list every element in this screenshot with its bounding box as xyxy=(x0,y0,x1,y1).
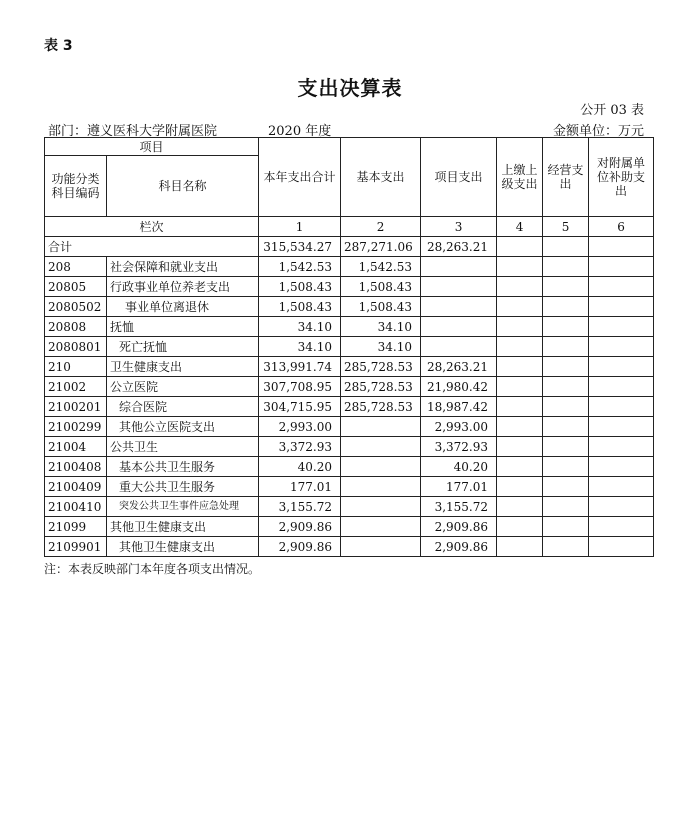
row-business xyxy=(543,357,589,377)
row-name: 其他公立医院支出 xyxy=(107,417,259,437)
department-label: 部门：遵义医科大学附属医院 xyxy=(48,124,218,139)
row-project: 3,155.72 xyxy=(421,497,497,517)
row-total: 304,715.95 xyxy=(259,397,341,417)
header-basic: 基本支出 xyxy=(341,138,421,217)
row-upper xyxy=(497,297,543,317)
row-subsidy xyxy=(589,537,654,557)
row-upper xyxy=(497,417,543,437)
row-upper xyxy=(497,257,543,277)
row-code: 2080502 xyxy=(45,297,107,317)
table-row xyxy=(45,337,654,357)
row-code: 20805 xyxy=(45,277,107,297)
row-upper xyxy=(497,377,543,397)
table-row xyxy=(45,517,654,537)
row-total: 3,372.93 xyxy=(259,437,341,457)
document-code: 公开 03 表 xyxy=(580,103,644,118)
row-total: 307,708.95 xyxy=(259,377,341,397)
row-total: 177.01 xyxy=(259,477,341,497)
column-index: 1 xyxy=(259,217,341,237)
row-basic xyxy=(341,537,421,557)
row-name: 公立医院 xyxy=(107,377,259,397)
row-project: 2,909.86 xyxy=(421,517,497,537)
row-business xyxy=(543,437,589,457)
row-code: 2109901 xyxy=(45,537,107,557)
expenditure-table xyxy=(44,137,654,557)
row-subsidy xyxy=(589,257,654,277)
row-code: 21004 xyxy=(45,437,107,457)
row-total: 1,542.53 xyxy=(259,257,341,277)
row-project xyxy=(421,257,497,277)
table-row xyxy=(45,437,654,457)
header-upper: 上缴上级支出 xyxy=(497,138,543,217)
row-code: 21099 xyxy=(45,517,107,537)
total-basic: 287,271.06 xyxy=(341,237,421,257)
row-business xyxy=(543,297,589,317)
row-name: 公共卫生 xyxy=(107,437,259,457)
row-subsidy xyxy=(589,417,654,437)
row-business xyxy=(543,517,589,537)
row-subsidy xyxy=(589,297,654,317)
column-index-label: 栏次 xyxy=(45,217,259,237)
row-project xyxy=(421,277,497,297)
row-total: 1,508.43 xyxy=(259,277,341,297)
row-name: 行政事业单位养老支出 xyxy=(107,277,259,297)
footnote: 注：本表反映部门本年度各项支出情况。 xyxy=(44,562,261,576)
row-name: 社会保障和就业支出 xyxy=(107,257,259,277)
row-upper xyxy=(497,537,543,557)
row-business xyxy=(543,317,589,337)
row-upper xyxy=(497,337,543,357)
row-subsidy xyxy=(589,357,654,377)
row-basic: 285,728.53 xyxy=(341,377,421,397)
row-basic: 1,542.53 xyxy=(341,257,421,277)
row-basic xyxy=(341,437,421,457)
row-total: 2,909.86 xyxy=(259,517,341,537)
column-index: 3 xyxy=(421,217,497,237)
row-total: 34.10 xyxy=(259,317,341,337)
table-row xyxy=(45,397,654,417)
row-total: 2,993.00 xyxy=(259,417,341,437)
row-project xyxy=(421,297,497,317)
row-project: 3,372.93 xyxy=(421,437,497,457)
row-total: 2,909.86 xyxy=(259,537,341,557)
row-project: 28,263.21 xyxy=(421,357,497,377)
row-upper xyxy=(497,477,543,497)
row-name: 其他卫生健康支出 xyxy=(107,537,259,557)
row-total: 3,155.72 xyxy=(259,497,341,517)
column-index: 6 xyxy=(589,217,654,237)
row-business xyxy=(543,337,589,357)
header-code: 功能分类科目编码 xyxy=(45,156,107,217)
row-business xyxy=(543,497,589,517)
row-name: 突发公共卫生事件应急处理 xyxy=(107,497,259,517)
row-subsidy xyxy=(589,337,654,357)
row-business xyxy=(543,377,589,397)
table-row xyxy=(45,477,654,497)
header-item: 项目 xyxy=(45,138,259,156)
fiscal-year: 2020 年度 xyxy=(268,124,332,139)
row-name: 事业单位离退休 xyxy=(107,297,259,317)
row-name: 抚恤 xyxy=(107,317,259,337)
row-subsidy xyxy=(589,497,654,517)
row-name: 卫生健康支出 xyxy=(107,357,259,377)
row-name: 其他卫生健康支出 xyxy=(107,517,259,537)
table-row xyxy=(45,417,654,437)
row-basic: 1,508.43 xyxy=(341,277,421,297)
row-subsidy xyxy=(589,317,654,337)
row-basic: 34.10 xyxy=(341,337,421,357)
row-name: 重大公共卫生服务 xyxy=(107,477,259,497)
row-basic xyxy=(341,477,421,497)
row-project xyxy=(421,337,497,357)
header-subsidy: 对附属单位补助支出 xyxy=(589,138,654,217)
row-project: 18,987.42 xyxy=(421,397,497,417)
row-business xyxy=(543,477,589,497)
table-number: 表 3 xyxy=(44,38,73,54)
row-basic: 285,728.53 xyxy=(341,357,421,377)
row-upper xyxy=(497,517,543,537)
row-total: 313,991.74 xyxy=(259,357,341,377)
table-row xyxy=(45,497,654,517)
table-row xyxy=(45,457,654,477)
row-basic: 285,728.53 xyxy=(341,397,421,417)
total-amount: 315,534.27 xyxy=(259,237,341,257)
row-subsidy xyxy=(589,397,654,417)
page-title: 支出决算表 xyxy=(297,76,403,100)
row-business xyxy=(543,417,589,437)
row-code: 208 xyxy=(45,257,107,277)
row-name: 基本公共卫生服务 xyxy=(107,457,259,477)
header-name: 科目名称 xyxy=(107,156,259,217)
total-project: 28,263.21 xyxy=(421,237,497,257)
total-subsidy xyxy=(589,237,654,257)
row-name: 死亡抚恤 xyxy=(107,337,259,357)
row-basic xyxy=(341,517,421,537)
row-project xyxy=(421,317,497,337)
amount-unit: 金额单位：万元 xyxy=(552,124,644,139)
column-index: 4 xyxy=(497,217,543,237)
row-business xyxy=(543,257,589,277)
column-index-row xyxy=(45,217,654,237)
row-business xyxy=(543,397,589,417)
row-subsidy xyxy=(589,457,654,477)
row-project: 177.01 xyxy=(421,477,497,497)
table-row xyxy=(45,317,654,337)
row-code: 2100409 xyxy=(45,477,107,497)
row-subsidy xyxy=(589,277,654,297)
row-upper xyxy=(497,457,543,477)
row-code: 2100299 xyxy=(45,417,107,437)
total-upper xyxy=(497,237,543,257)
row-upper xyxy=(497,437,543,457)
row-project: 2,909.86 xyxy=(421,537,497,557)
row-code: 2100410 xyxy=(45,497,107,517)
row-code: 2100201 xyxy=(45,397,107,417)
table-row xyxy=(45,377,654,397)
row-basic: 1,508.43 xyxy=(341,297,421,317)
row-total: 1,508.43 xyxy=(259,297,341,317)
column-index: 2 xyxy=(341,217,421,237)
table-row xyxy=(45,257,654,277)
row-basic xyxy=(341,417,421,437)
table-row xyxy=(45,297,654,317)
header-project: 项目支出 xyxy=(421,138,497,217)
table-row xyxy=(45,357,654,377)
row-upper xyxy=(497,497,543,517)
row-code: 21002 xyxy=(45,377,107,397)
row-upper xyxy=(497,317,543,337)
row-code: 210 xyxy=(45,357,107,377)
row-upper xyxy=(497,397,543,417)
row-basic xyxy=(341,497,421,517)
total-business xyxy=(543,237,589,257)
row-subsidy xyxy=(589,377,654,397)
row-code: 2100408 xyxy=(45,457,107,477)
total-row xyxy=(45,237,654,257)
row-total: 34.10 xyxy=(259,337,341,357)
row-upper xyxy=(497,277,543,297)
row-subsidy xyxy=(589,437,654,457)
row-name: 综合医院 xyxy=(107,397,259,417)
row-subsidy xyxy=(589,517,654,537)
header-business: 经营支出 xyxy=(543,138,589,217)
row-project: 2,993.00 xyxy=(421,417,497,437)
total-label: 合计 xyxy=(45,237,259,257)
table-row xyxy=(45,537,654,557)
row-project: 40.20 xyxy=(421,457,497,477)
row-basic xyxy=(341,457,421,477)
row-basic: 34.10 xyxy=(341,317,421,337)
row-code: 2080801 xyxy=(45,337,107,357)
row-business xyxy=(543,457,589,477)
header-total: 本年支出合计 xyxy=(259,138,341,217)
row-subsidy xyxy=(589,477,654,497)
row-project: 21,980.42 xyxy=(421,377,497,397)
row-business xyxy=(543,277,589,297)
row-total: 40.20 xyxy=(259,457,341,477)
row-business xyxy=(543,537,589,557)
column-index: 5 xyxy=(543,217,589,237)
table-row xyxy=(45,277,654,297)
row-upper xyxy=(497,357,543,377)
row-code: 20808 xyxy=(45,317,107,337)
